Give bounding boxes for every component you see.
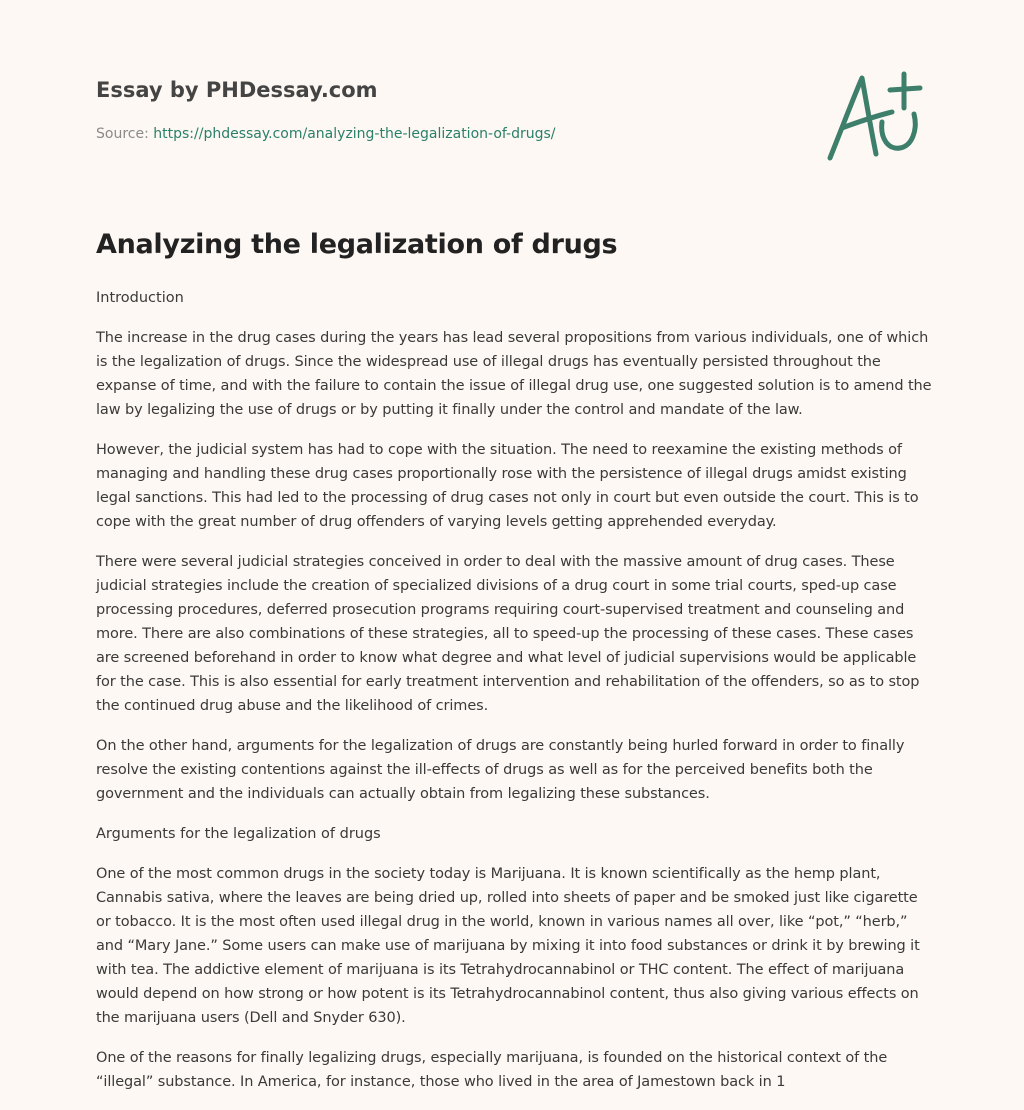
paragraph: On the other hand, arguments for the legalization of drugs are constantly being hurled forward in order to finally resolve the existing contentions against the ill-effects of drugs as well as for the perceived benefits both the government and the individuals can actually obtain from legalizing these substances. [96,738,905,802]
essay-body [96,286,936,1094]
brand-name: Essay by PHDessay.com [96,78,378,102]
paragraph: There were several judicial strategies conceived in order to deal with the massive amount of drug cases. These judicial strategies include the creation of specialized divisions of a drug court in some trial courts, sped-up case processing procedures, deferred prosecution programs requiring court-supervised treatment and counseling and more. There are also combinations of these strategies, all to speed-up the processing of these cases. These cases are screened beforehand in order to know what degree and what level of judicial supervisions would be applicable for the case. This is also essential for early treatment intervention and rehabilitation of the offenders, so as to stop the continued drug abuse and the likelihood of crimes. [96,554,920,714]
source-label: Source: [96,126,149,142]
source-link[interactable]: https://phdessay.com/analyzing-the-legalization-of-drugs/ [153,126,556,142]
paragraph: One of the reasons for finally legalizing drugs, especially marijuana, is founded on the historical context of the “illegal” substance. In America, for instance, those who lived in the area of Jamestown back in 1 [96,1050,888,1090]
section-heading: Introduction [96,290,184,306]
essay-title: Analyzing the legalization of drugs [96,229,618,260]
paragraph: However, the judicial system has had to cope with the situation. The need to reexamine the existing methods of managing and handling these drug cases proportionally rose with the persistence of illegal drugs amidst existing legal sanctions. This had led to the processing of drug cases not only in court but even outside the court. This is to cope with the great number of drug offenders of varying levels getting apprehended everyday. [96,442,919,530]
a-plus-logo-icon [818,66,928,166]
essay-header [96,76,796,144]
paragraph: The increase in the drug cases during the years has lead several propositions from various individuals, one of which is the legalization of drugs. Since the widespread use of illegal drugs has eventually persisted throughout the expanse of time, and with the failure to contain the issue of illegal drug use, one suggested solution is to amend the law by legalizing the use of drugs or by putting it finally under the control and mandate of the law. [96,330,932,418]
essay-article [96,226,936,1110]
source-line [96,124,796,144]
section-heading: Arguments for the legalization of drugs [96,826,381,842]
paragraph: One of the most common drugs in the society today is Marijuana. It is known scientifically as the hemp plant, Cannabis sativa, where the leaves are being dried up, rolled into sheets of paper and be smoked just like cigarette or tobacco. It is the most often used illegal drug in the world, known in various names all over, like “pot,” “herb,” and “Mary Jane.” Some users can make use of marijuana by mixing it into food substances or drink it by brewing it with tea. The addictive element of marijuana is its Tetrahydrocannabinol or THC content. The effect of marijuana would depend on how strong or how potent is its Tetrahydrocannabinol content, thus also giving various effects on the marijuana users (Dell and Snyder 630). [96,866,920,1026]
